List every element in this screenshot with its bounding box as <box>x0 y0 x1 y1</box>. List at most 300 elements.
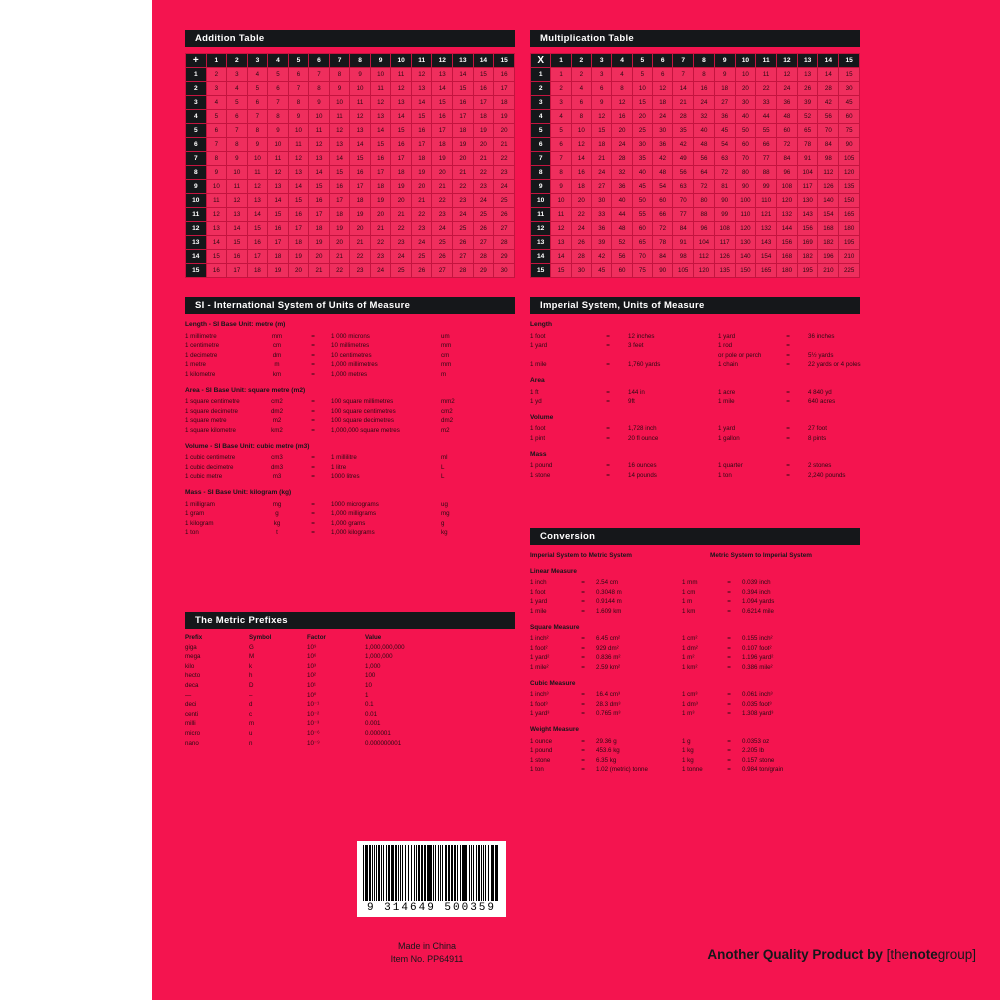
grid-cell: 84 <box>673 222 694 236</box>
grid-cell: 7 <box>551 152 571 166</box>
conv-left-unit: 1 inch² <box>530 635 549 643</box>
prefix-name: kilo <box>185 662 195 670</box>
grid-cell: 20 <box>329 236 350 250</box>
prefix-row <box>185 671 515 681</box>
imperial-value-b: 27 foot <box>808 425 827 433</box>
grid-cell: 1 <box>551 68 571 82</box>
grid-cell: 40 <box>735 110 756 124</box>
grid-col-header: 4 <box>612 54 632 68</box>
grid-cell: 26 <box>571 236 591 250</box>
grid-cell: 80 <box>694 194 715 208</box>
grid-cell: 9 <box>268 124 289 138</box>
conv-right-unit: 1 cm³ <box>682 691 698 699</box>
grid-col-header: 10 <box>735 54 756 68</box>
addition-table <box>185 53 515 278</box>
grid-cell: 28 <box>473 250 494 264</box>
si-equivalent: 1 litre <box>331 463 347 471</box>
grid-row <box>186 110 515 124</box>
si-equivalent: 10 centimetres <box>331 351 372 359</box>
grid-cell: 7 <box>206 138 227 152</box>
grid-cell: 56 <box>612 250 632 264</box>
si-section-title: SI - International System of Units of Measure <box>185 297 515 314</box>
conv-left-eq: = <box>581 607 585 615</box>
prefix-symbol: G <box>249 643 254 651</box>
grid-cell: 11 <box>391 68 412 82</box>
conv-right-unit: 1 m² <box>682 654 695 662</box>
grid-cell: 14 <box>432 82 453 96</box>
grid-cell: 16 <box>350 166 371 180</box>
prefix-factor: 10² <box>307 672 316 680</box>
grid-cell: 75 <box>839 124 860 138</box>
grid-cell: 150 <box>839 194 860 208</box>
grid-cell: 10 <box>370 68 391 82</box>
imperial-row <box>530 471 860 481</box>
grid-cell: 210 <box>839 250 860 264</box>
imperial-eq-b: = <box>786 332 790 340</box>
grid-cell: 135 <box>839 180 860 194</box>
grid-row-header: 1 <box>531 68 551 82</box>
grid-cell: 18 <box>329 208 350 222</box>
grid-cell: 24 <box>391 250 412 264</box>
si-row <box>185 351 515 361</box>
grid-cell: 6 <box>206 124 227 138</box>
imperial-row <box>530 461 860 471</box>
si-equivalent-symbol: mm <box>441 361 452 369</box>
multiplication-table-title: Multiplication Table <box>530 30 860 47</box>
grid-cell: 180 <box>777 264 798 278</box>
grid-row-header: 11 <box>531 208 551 222</box>
grid-cell: 32 <box>694 110 715 124</box>
grid-row <box>531 222 860 236</box>
grid-cell: 11 <box>206 194 227 208</box>
grid-cell: 120 <box>735 222 756 236</box>
si-group-title: Area - SI Base Unit: square metre (m2) <box>185 386 306 394</box>
grid-cell: 13 <box>411 82 432 96</box>
grid-cell: 110 <box>756 194 777 208</box>
grid-col-header: 3 <box>247 54 268 68</box>
conv-left-unit: 1 mile² <box>530 663 549 671</box>
grid-cell: 104 <box>694 236 715 250</box>
grid-row-header: 8 <box>531 166 551 180</box>
grid-cell: 91 <box>797 152 818 166</box>
grid-cell: 36 <box>714 110 735 124</box>
grid-cell: 25 <box>473 208 494 222</box>
grid-cell: 8 <box>694 68 715 82</box>
si-equivalent: 1,000 millimetres <box>331 361 378 369</box>
imperial-value-b: 640 acres <box>808 398 836 406</box>
si-row <box>185 500 515 510</box>
grid-cell: 28 <box>818 82 839 96</box>
imperial-eq-b: = <box>786 462 790 470</box>
grid-cell: 16 <box>206 264 227 278</box>
si-equivalent: 100 square millimetres <box>331 398 394 406</box>
grid-cell: 144 <box>777 222 798 236</box>
grid-row <box>531 124 860 138</box>
grid-row-header: 3 <box>186 96 207 110</box>
grid-cell: 6 <box>227 110 248 124</box>
grid-col-header: 14 <box>473 54 494 68</box>
grid-col-header: 14 <box>818 54 839 68</box>
conv-right-eq: = <box>727 710 731 718</box>
si-equivalent-symbol: um <box>441 332 450 340</box>
si-symbol: g <box>275 510 279 518</box>
imperial-value-b: 2 stones <box>808 462 832 470</box>
imperial-value-a <box>628 351 718 361</box>
grid-cell: 27 <box>453 250 474 264</box>
conv-left-value: 1.02 (metric) tonne <box>596 766 648 774</box>
si-unit: 1 gram <box>185 510 205 518</box>
grid-cell: 42 <box>818 96 839 110</box>
prefix-value: 0.000001 <box>365 729 391 737</box>
grid-cell: 9 <box>206 166 227 180</box>
grid-cell: 22 <box>329 264 350 278</box>
conv-left-unit: 1 inch <box>530 579 547 587</box>
grid-row <box>531 166 860 180</box>
grid-cell: 18 <box>714 82 735 96</box>
grid-col-header: 10 <box>391 54 412 68</box>
grid-cell: 14 <box>350 138 371 152</box>
si-body <box>185 320 515 538</box>
grid-col-header: 13 <box>453 54 474 68</box>
grid-cell: 23 <box>350 264 371 278</box>
conv-left-value: 28.3 dm³ <box>596 700 621 708</box>
prefix-header-factor: Factor <box>307 634 326 641</box>
grid-cell: 33 <box>756 96 777 110</box>
grid-cell: 65 <box>797 124 818 138</box>
prefix-name: giga <box>185 643 197 651</box>
prefix-row <box>185 719 515 729</box>
conv-left-eq: = <box>581 579 585 587</box>
grid-cell: 48 <box>694 138 715 152</box>
imperial-value-b: 4 840 yd <box>808 388 832 396</box>
grid-cell: 12 <box>391 82 412 96</box>
grid-cell: 9 <box>350 68 371 82</box>
conv-right-value: 1.196 yard² <box>742 654 774 662</box>
conversion-row <box>530 653 860 663</box>
si-equivalent-symbol: L <box>441 473 445 481</box>
imperial-unit-a: 1 stone <box>530 471 551 479</box>
prefix-factor: 10⁻² <box>307 710 320 718</box>
conv-left-eq: = <box>581 691 585 699</box>
barcode-bars <box>363 845 500 901</box>
grid-cell: 8 <box>206 152 227 166</box>
si-equals: = <box>311 510 315 518</box>
imperial-unit-a: 1 mile <box>530 361 547 369</box>
imperial-eq-a: = <box>606 434 610 442</box>
grid-cell: 13 <box>309 152 330 166</box>
grid-cell: 5 <box>206 110 227 124</box>
grid-row <box>531 68 860 82</box>
conv-right-value: 0.155 inch² <box>742 635 773 643</box>
grid-cell: 15 <box>247 222 268 236</box>
prefix-factor: 10⁻⁶ <box>307 729 320 737</box>
grid-cell: 3 <box>551 96 571 110</box>
grid-cell: 154 <box>818 208 839 222</box>
grid-col-header: 12 <box>777 54 798 68</box>
si-symbol: mg <box>272 500 282 508</box>
prefixes-section <box>185 612 515 748</box>
grid-cell: 15 <box>350 152 371 166</box>
prefix-row <box>185 729 515 739</box>
grid-cell: 55 <box>756 124 777 138</box>
imperial-value-b: 2,240 pounds <box>808 471 846 479</box>
grid-row-header: 4 <box>531 110 551 124</box>
grid-cell: 180 <box>839 222 860 236</box>
grid-cell: 2 <box>571 68 591 82</box>
grid-cell: 6 <box>653 68 673 82</box>
prefix-value: 0.1 <box>365 701 374 709</box>
grid-cell: 14 <box>329 152 350 166</box>
grid-cell: 48 <box>653 166 673 180</box>
grid-cell: 168 <box>777 250 798 264</box>
imperial-value-a: 12 inches <box>628 332 655 340</box>
grid-row-header: 9 <box>186 180 207 194</box>
item-number-text: Item No. PP64911 <box>390 954 464 964</box>
si-symbol: t <box>276 529 278 537</box>
conv-right-unit: 1 kg <box>682 747 694 755</box>
grid-cell: 15 <box>370 138 391 152</box>
si-equivalent-symbol: cm <box>441 351 450 359</box>
grid-cell: 182 <box>797 250 818 264</box>
grid-cell: 24 <box>571 222 591 236</box>
grid-cell: 15 <box>391 124 412 138</box>
grid-row <box>531 138 860 152</box>
prefix-factor: 10⁹ <box>307 643 317 651</box>
si-row <box>185 341 515 351</box>
grid-cell: 7 <box>227 124 248 138</box>
grid-cell: 120 <box>777 194 798 208</box>
conv-left-unit: 1 ounce <box>530 737 553 745</box>
conv-left-value: 2.54 cm <box>596 579 619 587</box>
prefix-name: milli <box>185 720 196 728</box>
grid-cell: 11 <box>227 180 248 194</box>
grid-cell: 25 <box>632 124 652 138</box>
conv-right-eq: = <box>727 644 731 652</box>
conv-right-eq: = <box>727 737 731 745</box>
grid-cell: 20 <box>612 124 632 138</box>
grid-cell: 210 <box>818 264 839 278</box>
grid-cell: 39 <box>592 236 612 250</box>
grid-cell: 27 <box>473 236 494 250</box>
grid-cell: 120 <box>694 264 715 278</box>
grid-row <box>186 208 515 222</box>
grid-cell: 30 <box>839 82 860 96</box>
grid-cell: 21 <box>411 194 432 208</box>
conv-left-value: 0.836 m² <box>596 654 621 662</box>
grid-cell: 24 <box>592 166 612 180</box>
prefix-value: 10 <box>365 681 372 689</box>
grid-cell: 56 <box>818 110 839 124</box>
imperial-unit-a <box>530 351 588 361</box>
imperial-unit-a: 1 pint <box>530 434 546 442</box>
imperial-row <box>530 341 860 351</box>
conv-right-value: 0.394 inch <box>742 588 771 596</box>
conversion-row <box>530 756 860 766</box>
si-equivalent-symbol: mm2 <box>441 398 455 406</box>
grid-cell: 17 <box>411 138 432 152</box>
grid-row <box>186 264 515 278</box>
conversion-row <box>530 690 860 700</box>
grid-row-header: 10 <box>186 194 207 208</box>
grid-cell: 112 <box>818 166 839 180</box>
grid-cell: 90 <box>735 180 756 194</box>
grid-cell: 20 <box>391 194 412 208</box>
grid-cell: 108 <box>714 222 735 236</box>
si-equals: = <box>311 351 315 359</box>
grid-cell: 21 <box>473 152 494 166</box>
grid-cell: 26 <box>411 264 432 278</box>
grid-cell: 21 <box>453 166 474 180</box>
grid-cell: 23 <box>411 222 432 236</box>
grid-row <box>531 194 860 208</box>
imperial-section-title: Imperial System, Units of Measure <box>530 297 860 314</box>
grid-cell: 27 <box>494 222 515 236</box>
grid-cell: 18 <box>370 180 391 194</box>
conv-left-unit: 1 foot² <box>530 644 548 652</box>
grid-cell: 16 <box>473 82 494 96</box>
conversion-row <box>530 634 860 644</box>
si-symbol: dm2 <box>270 407 284 415</box>
grid-cell: 42 <box>592 250 612 264</box>
imperial-eq-b: = <box>786 361 790 369</box>
grid-cell: 110 <box>735 208 756 222</box>
grid-cell: 21 <box>592 152 612 166</box>
grid-cell: 12 <box>571 138 591 152</box>
si-unit: 1 kilometre <box>185 370 216 378</box>
grid-cell: 5 <box>227 96 248 110</box>
grid-cell: 45 <box>592 264 612 278</box>
prefix-name: deca <box>185 681 199 689</box>
brand-logo <box>887 947 976 962</box>
conv-right-unit: 1 cm <box>682 588 696 596</box>
conv-right-unit: 1 tonne <box>682 766 703 774</box>
grid-cell: 23 <box>473 180 494 194</box>
si-unit: 1 metre <box>185 361 206 369</box>
grid-cell: 19 <box>494 110 515 124</box>
grid-cell: 25 <box>453 222 474 236</box>
grid-cell: 20 <box>432 166 453 180</box>
grid-cell: 8 <box>612 82 632 96</box>
grid-cell: 20 <box>370 208 391 222</box>
grid-cell: 9 <box>227 152 248 166</box>
grid-cell: 18 <box>432 138 453 152</box>
grid-col-header: 11 <box>411 54 432 68</box>
grid-cell: 14 <box>370 124 391 138</box>
grid-cell: 143 <box>797 208 818 222</box>
grid-row-header: 14 <box>531 250 551 264</box>
grid-col-header: 9 <box>370 54 391 68</box>
grid-cell: 63 <box>714 152 735 166</box>
imperial-eq-b: = <box>786 425 790 433</box>
conv-right-eq: = <box>727 700 731 708</box>
grid-cell: 14 <box>453 68 474 82</box>
grid-cell: 32 <box>612 166 632 180</box>
grid-cell: 17 <box>288 222 309 236</box>
grid-cell: 36 <box>592 222 612 236</box>
conv-right-value: 0.984 ton/grain <box>742 766 784 774</box>
prefix-name: hecto <box>185 672 201 680</box>
grid-row-header: 6 <box>531 138 551 152</box>
grid-cell: 9 <box>247 138 268 152</box>
grid-cell: 17 <box>432 124 453 138</box>
conversion-row <box>530 578 860 588</box>
conv-right-value: 2.205 lb <box>742 747 765 755</box>
grid-cell: 121 <box>756 208 777 222</box>
brand-credit <box>707 947 976 962</box>
grid-cell: 28 <box>453 264 474 278</box>
grid-row <box>186 222 515 236</box>
grid-cell: 225 <box>839 264 860 278</box>
imperial-eq-a <box>588 351 628 361</box>
grid-cell: 99 <box>714 208 735 222</box>
grid-cell: 84 <box>653 250 673 264</box>
conv-right-eq: = <box>727 635 731 643</box>
prefix-factor: 10³ <box>307 662 316 670</box>
grid-cell: 11 <box>350 96 371 110</box>
conv-left-unit: 1 stone <box>530 756 551 764</box>
conv-right-unit: 1 km <box>682 607 696 615</box>
grid-cell: 8 <box>247 124 268 138</box>
grid-cell: 70 <box>735 152 756 166</box>
grid-cell: 84 <box>777 152 798 166</box>
grid-cell: 36 <box>612 180 632 194</box>
prefix-row <box>185 700 515 710</box>
conv-left-eq: = <box>581 747 585 755</box>
grid-cell: 132 <box>777 208 798 222</box>
grid-cell: 17 <box>227 264 248 278</box>
si-row <box>185 509 515 519</box>
grid-cell: 15 <box>309 180 330 194</box>
grid-col-header: 6 <box>309 54 330 68</box>
grid-cell: 63 <box>673 180 694 194</box>
grid-row <box>531 264 860 278</box>
grid-cell: 70 <box>818 124 839 138</box>
prefix-header-row <box>185 633 515 643</box>
grid-cell: 22 <box>432 194 453 208</box>
grid-cell: 16 <box>411 124 432 138</box>
prefix-row <box>185 652 515 662</box>
imperial-row <box>530 332 860 342</box>
imperial-eq-b: = <box>786 398 790 406</box>
grid-cell: 126 <box>714 250 735 264</box>
prefix-name: centi <box>185 710 199 718</box>
grid-cell: 150 <box>735 264 756 278</box>
grid-cell: 13 <box>227 208 248 222</box>
imperial-unit-b: 1 ton <box>718 471 732 479</box>
grid-col-header: 1 <box>206 54 227 68</box>
conversion-row <box>530 765 860 775</box>
grid-cell: 45 <box>839 96 860 110</box>
conversion-group-title: Square Measure <box>530 623 580 631</box>
si-equivalent: 1,000 kilograms <box>331 529 375 537</box>
grid-cell: 8 <box>227 138 248 152</box>
si-row <box>185 332 515 342</box>
grid-cell: 10 <box>571 124 591 138</box>
grid-cell: 17 <box>494 82 515 96</box>
grid-cell: 169 <box>797 236 818 250</box>
grid-cell: 18 <box>473 110 494 124</box>
prefixes-body <box>185 633 515 748</box>
grid-cell: 12 <box>268 166 289 180</box>
grid-cell: 91 <box>673 236 694 250</box>
grid-cell: 72 <box>694 180 715 194</box>
grid-cell: 12 <box>206 208 227 222</box>
grid-col-header: 15 <box>494 54 515 68</box>
grid-cell: 19 <box>453 138 474 152</box>
conv-left-unit: 1 pound <box>530 747 553 755</box>
imperial-row <box>530 424 860 434</box>
grid-col-header: 5 <box>632 54 652 68</box>
